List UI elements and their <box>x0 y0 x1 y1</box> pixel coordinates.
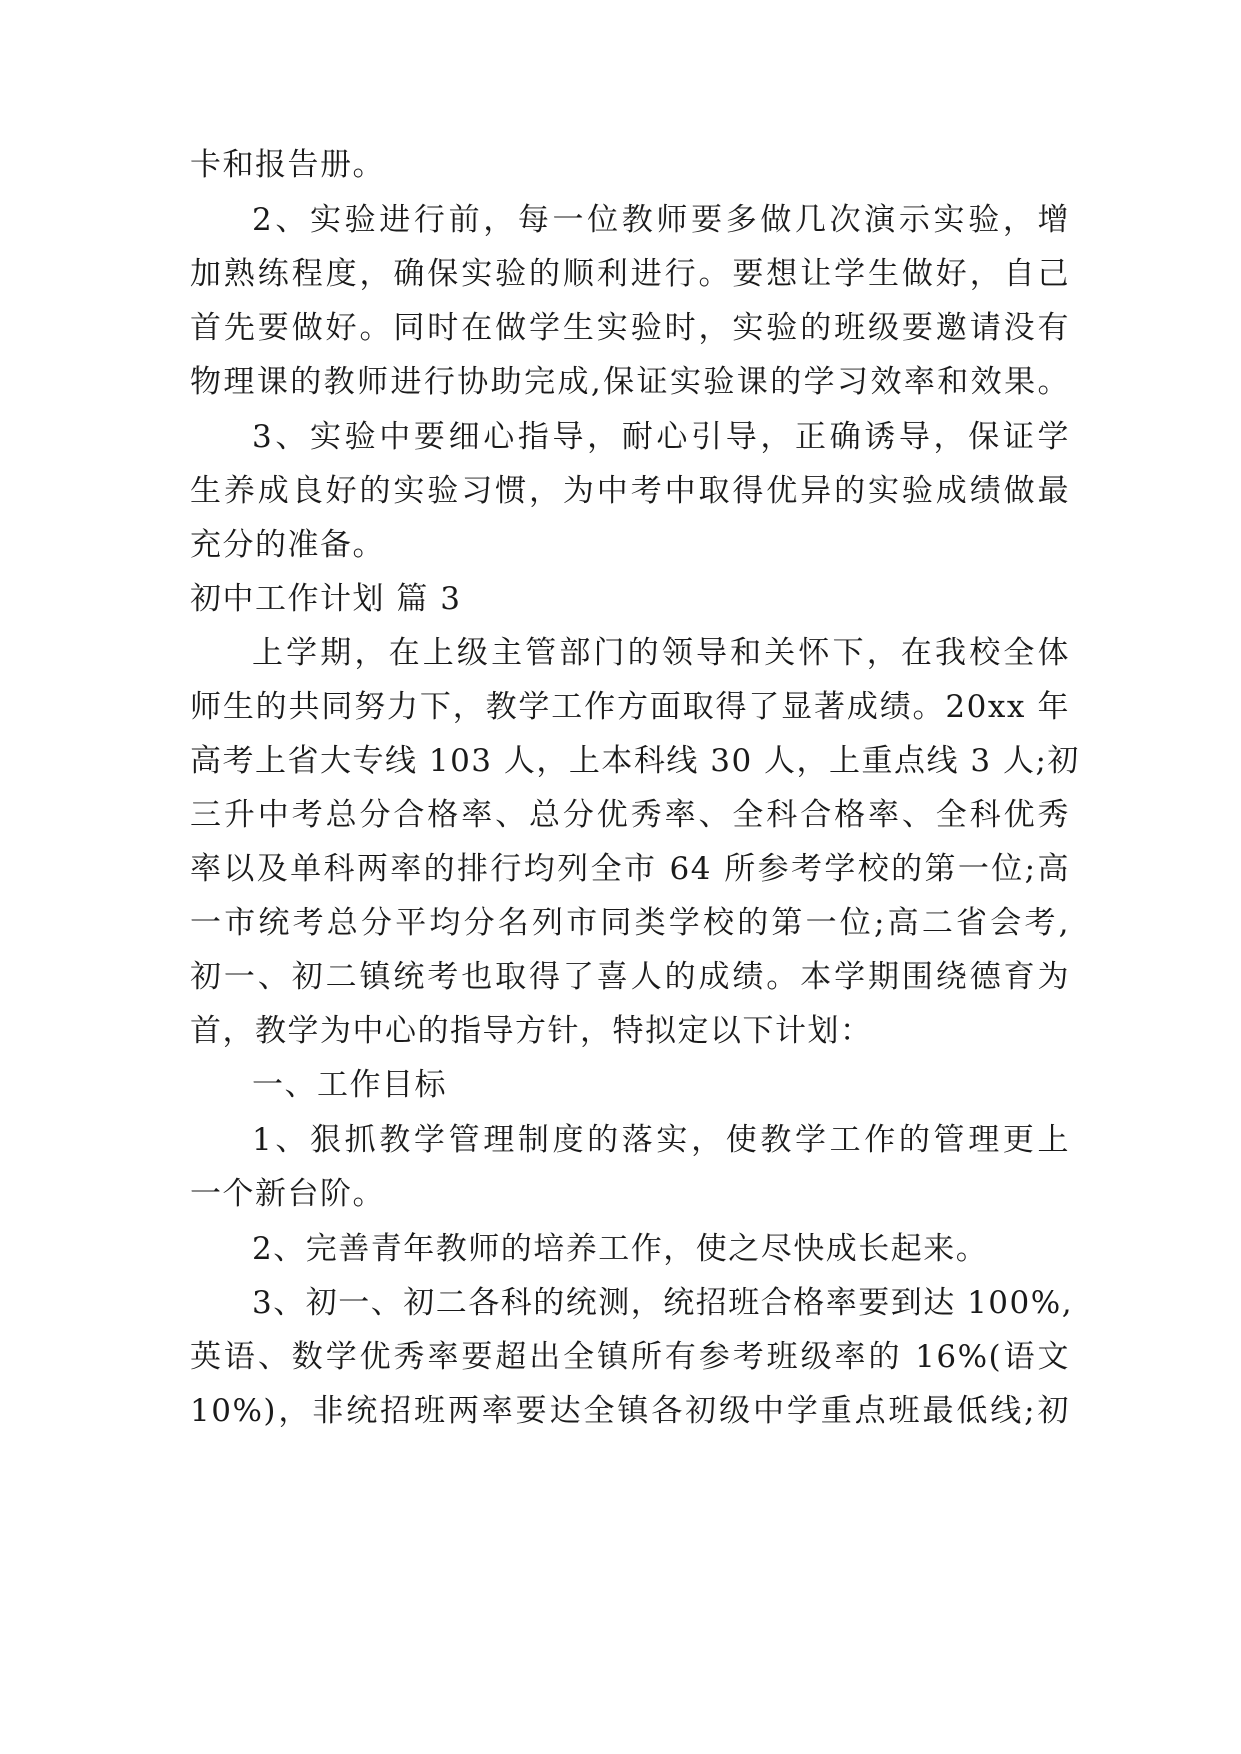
text-line: 2、实验进行前，每一位教师要多做几次演示实验，增 <box>252 202 1070 238</box>
text-line: 首先要做好。同时在做学生实验时，实验的班级要邀请没有 <box>190 310 1070 346</box>
text-line: 率以及单科两率的排行均列全市 64 所参考学校的第一位;高 <box>190 851 1070 887</box>
text-line: 3、初一、初二各科的统测，统招班合格率要到达 100%, <box>252 1285 1074 1321</box>
text-line: 一市统考总分平均分名列市同类学校的第一位;高二省会考, <box>190 905 1070 941</box>
text-line: 生养成良好的实验习惯，为中考中取得优异的实验成绩做最 <box>190 473 1070 509</box>
text-line: 首，教学为中心的指导方针，特拟定以下计划： <box>190 1013 873 1049</box>
text-line: 高考上省大专线 103 人，上本科线 30 人，上重点线 3 人;初 <box>190 743 1080 779</box>
subsection-heading: 一、工作目标 <box>252 1067 447 1103</box>
text-line: 加熟练程度，确保实验的顺利进行。要想让学生做好，自己 <box>190 256 1070 292</box>
text-line: 一个新台阶。 <box>190 1176 385 1212</box>
text-line: 三升中考总分合格率、总分优秀率、全科合格率、全科优秀 <box>190 797 1070 833</box>
text-line: 1、狠抓教学管理制度的落实，使教学工作的管理更上 <box>252 1122 1070 1158</box>
text-line: 英语、数学优秀率要超出全镇所有参考班级率的 16%(语文 <box>190 1339 1070 1375</box>
text-line: 师生的共同努力下，教学工作方面取得了显著成绩。20xx 年 <box>190 689 1070 725</box>
text-line: 上学期，在上级主管部门的领导和关怀下，在我校全体 <box>252 635 1070 671</box>
text-line: 初一、初二镇统考也取得了喜人的成绩。本学期围绕德育为 <box>190 959 1070 995</box>
text-line: 10%)，非统招班两率要达全镇各初级中学重点班最低线;初 <box>190 1393 1070 1429</box>
section-heading: 初中工作计划 篇 3 <box>190 581 462 617</box>
text-line: 3、实验中要细心指导，耐心引导，正确诱导，保证学 <box>252 419 1070 455</box>
text-line: 物理课的教师进行协助完成,保证实验课的学习效率和效果。 <box>190 364 1070 400</box>
text-line: 卡和报告册。 <box>190 147 385 183</box>
text-line: 2、完善青年教师的培养工作，使之尽快成长起来。 <box>252 1231 989 1267</box>
text-line: 充分的准备。 <box>190 527 385 563</box>
